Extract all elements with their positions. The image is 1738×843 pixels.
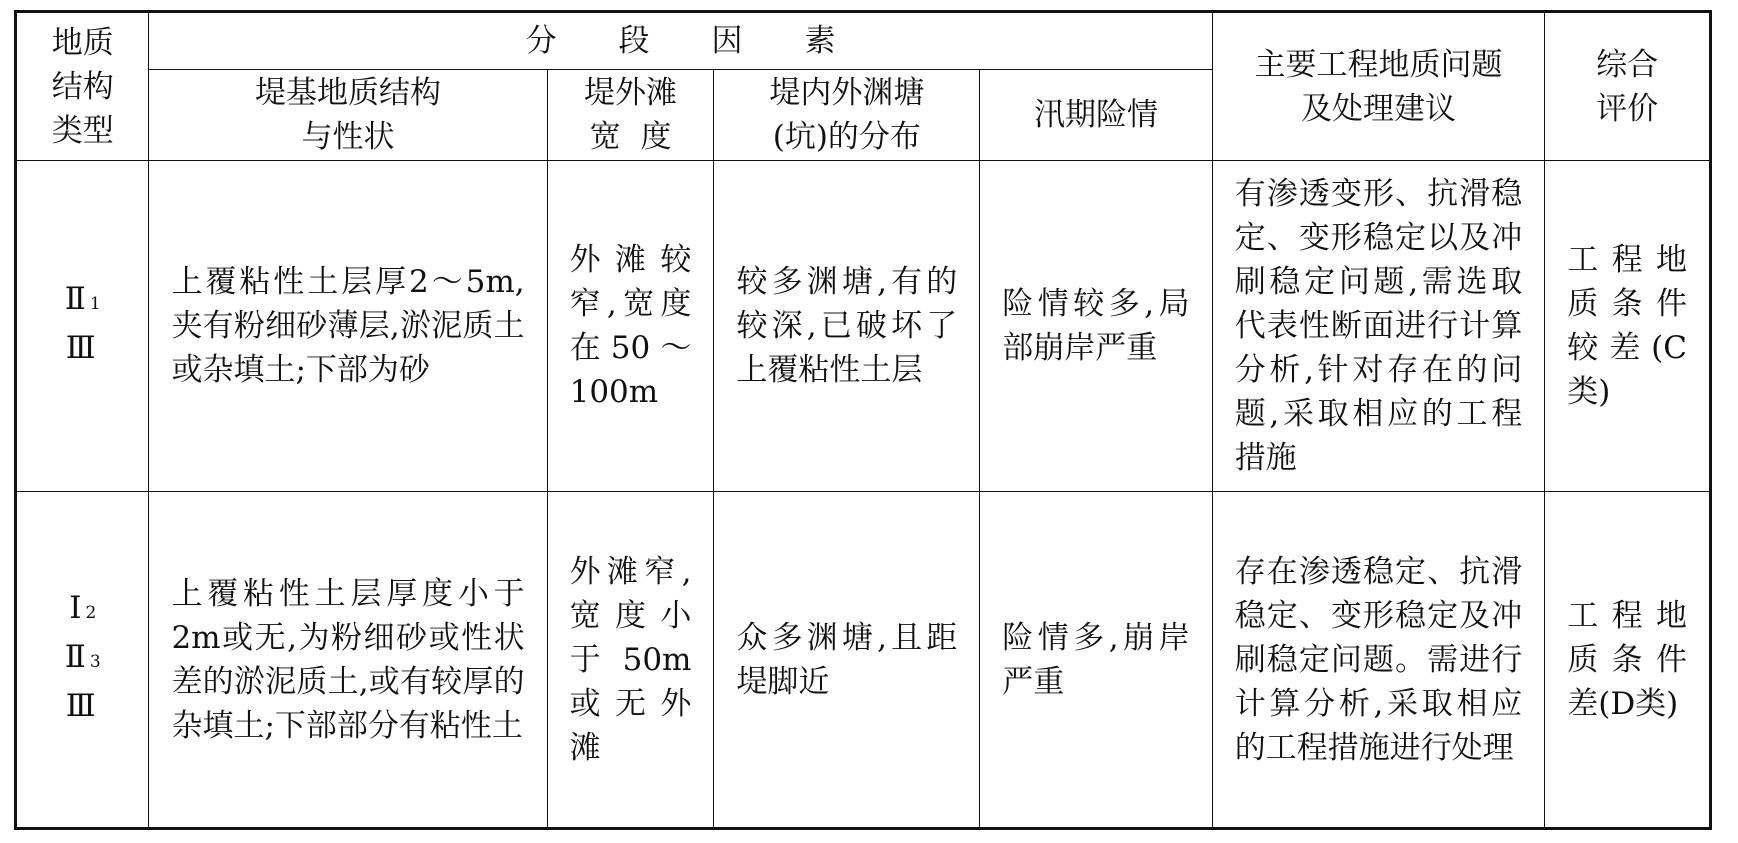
header-main-problems: [1212, 12, 1545, 161]
row-1-type-line2: Ⅲ: [65, 330, 96, 366]
geology-evaluation-table: [14, 10, 1712, 830]
header-beach-width: [547, 70, 714, 161]
row-1-beach-width: 外滩较窄,宽度在50～100m: [547, 161, 714, 492]
row-1-problems: 有渗透变形、抗滑稳定、变形稳定以及冲刷稳定问题,需选取代表性断面进行计算分析,针对存在的问题,采取相应的工程措施: [1212, 161, 1545, 492]
header-foundation-structure-line1: 堤基地质结构: [255, 75, 442, 111]
header-main-problems-line1: 主要工程地质问题: [1254, 46, 1503, 83]
row-2-structure: 上覆粘性土层厚度小于2m或无,为粉细砂或性状差的淤泥质土,或有较厚的杂填土;下部部分有粘性土: [149, 492, 547, 829]
header-foundation-structure-line2: 与性状: [301, 119, 395, 155]
row-2-evaluation: 工程地质条件差(D类): [1545, 492, 1711, 829]
header-overall-evaluation-line2: 评价: [1596, 90, 1659, 127]
header-structure-type: [16, 12, 149, 161]
header-foundation-structure: [149, 70, 547, 161]
header-main-problems-line2: 及处理建议: [1300, 90, 1456, 127]
header-beach-width-line1: 堤外滩: [584, 75, 678, 111]
row-2-flood-danger: 险情多,崩岸严重: [980, 492, 1212, 829]
header-pond-distribution: [714, 70, 980, 161]
header-pond-distribution-line1: 堤内外渊塘: [769, 75, 925, 111]
header-pond-distribution-line2: (坑)的分布: [772, 119, 921, 155]
header-overall-evaluation: [1545, 12, 1711, 161]
header-structure-type-line1: 地质: [51, 24, 114, 61]
header-structure-type-line2: 结构: [51, 68, 114, 105]
row-2-ponds: 众多渊塘,且距堤脚近: [714, 492, 980, 829]
row-2-type-line1: Ⅰ 2: [69, 590, 97, 626]
row-2-type: [16, 492, 149, 829]
header-segment-factors: 分段因素: [149, 12, 1212, 70]
row-2-type-line2: Ⅱ 3: [64, 639, 101, 675]
header-overall-evaluation-line1: 综合: [1596, 46, 1659, 83]
header-structure-type-line3: 类型: [51, 112, 114, 149]
row-2-problems: 存在渗透稳定、抗滑稳定、变形稳定及冲刷稳定问题。需进行计算分析,采取相应的工程措施进行处理: [1212, 492, 1545, 829]
row-1-type: [16, 161, 149, 492]
row-1-evaluation: 工程地质条件较差(C类): [1545, 161, 1711, 492]
row-1-flood-danger: 险情较多,局部崩岸严重: [980, 161, 1212, 492]
row-1-type-line1: Ⅱ 1: [64, 281, 101, 317]
row-2-beach-width: 外滩窄,宽度小于50m或无外滩: [547, 492, 714, 829]
header-beach-width-line2: 宽 度: [589, 119, 672, 155]
header-flood-danger: 汛期险情: [980, 70, 1212, 161]
row-1-structure: 上覆粘性土层厚2～5m,夹有粉细砂薄层,淤泥质土或杂填土;下部为砂: [149, 161, 547, 492]
row-2-type-line3: Ⅲ: [65, 688, 96, 724]
row-1-ponds: 较多渊塘,有的较深,已破坏了上覆粘性土层: [714, 161, 980, 492]
